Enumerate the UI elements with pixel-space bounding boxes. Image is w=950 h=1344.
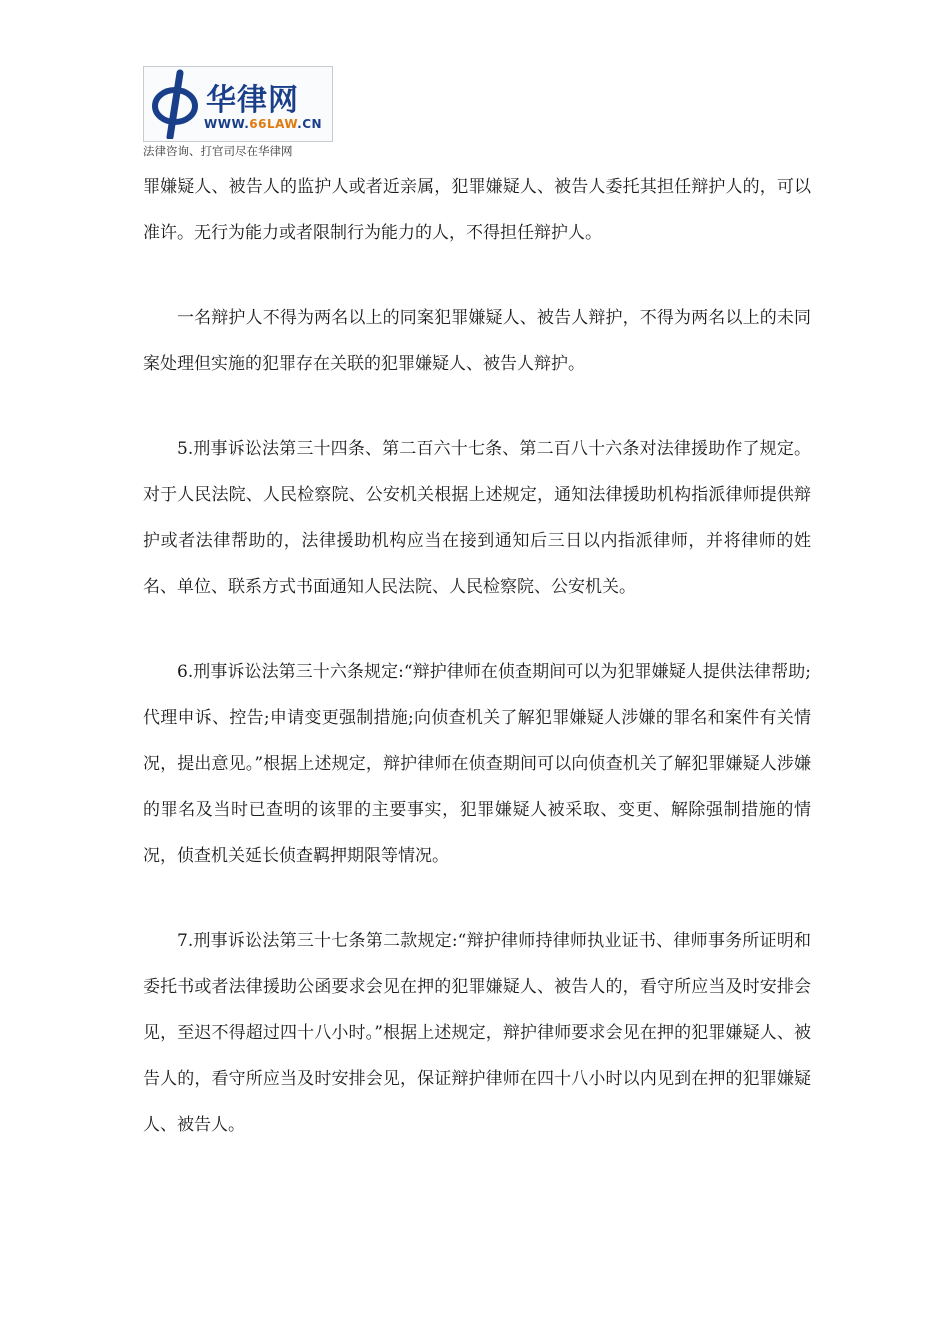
paragraph-item-7: 7.刑事诉讼法第三十七条第二款规定:“辩护律师持律师执业证书、律师事务所证明和委托书或者法律援助公函要求会见在押的犯罪嫌疑人、被告人的，看守所应当及时安排会见，至迟不得超过四十八小时。”根据上述规定，辩护律师要求会见在押的犯罪嫌疑人、被告人的，看守所应当及时安排会见，保证辩护律师在四十八小时以内见到在押的犯罪嫌疑人、被告人。 (143, 931, 811, 1135)
paragraph-continued: 罪嫌疑人、被告人的监护人或者近亲属，犯罪嫌疑人、被告人委托其担任辩护人的，可以准许。无行为能力或者限制行为能力的人，不得担任辩护人。 (143, 177, 811, 243)
logo-phi-icon (148, 69, 206, 139)
paragraph-item-6: 6.刑事诉讼法第三十六条规定:“辩护律师在侦查期间可以为犯罪嫌疑人提供法律帮助;代理申诉、控告;申请变更强制措施;向侦查机关了解犯罪嫌疑人涉嫌的罪名和案件有关情况，提出意见。”根据上述规定，辩护律师在侦查期间可以向侦查机关了解犯罪嫌疑人涉嫌的罪名及当时已查明的该罪的主要事实，犯罪嫌疑人被采取、变更、解除强制措施的情况，侦查机关延长侦查羁押期限等情况。 (143, 662, 811, 866)
logo-url-suffix: .CN (297, 117, 323, 131)
site-logo (143, 66, 333, 158)
paragraph-item-5: 5.刑事诉讼法第三十四条、第二百六十七条、第二百八十六条对法律援助作了规定。对于人民法院、人民检察院、公安机关根据上述规定，通知法律援助机构指派律师提供辩护或者法律帮助的，法律援助机构应当在接到通知后三日以内指派律师，并将律师的姓名、单位、联系方式书面通知人民法院、人民检察院、公安机关。 (143, 439, 811, 597)
logo-url (204, 117, 322, 131)
paragraph: 一名辩护人不得为两名以上的同案犯罪嫌疑人、被告人辩护，不得为两名以上的未同案处理但实施的犯罪存在关联的犯罪嫌疑人、被告人辩护。 (143, 308, 811, 374)
logo-frame (143, 66, 333, 142)
logo-slogan: 法律咨询、打官司尽在华律网 (143, 144, 293, 158)
logo-title: 华律网 (206, 83, 299, 118)
logo-url-prefix: WWW. (204, 117, 250, 131)
document-body (143, 164, 811, 1187)
logo-url-highlight: 66LAW (249, 117, 298, 131)
